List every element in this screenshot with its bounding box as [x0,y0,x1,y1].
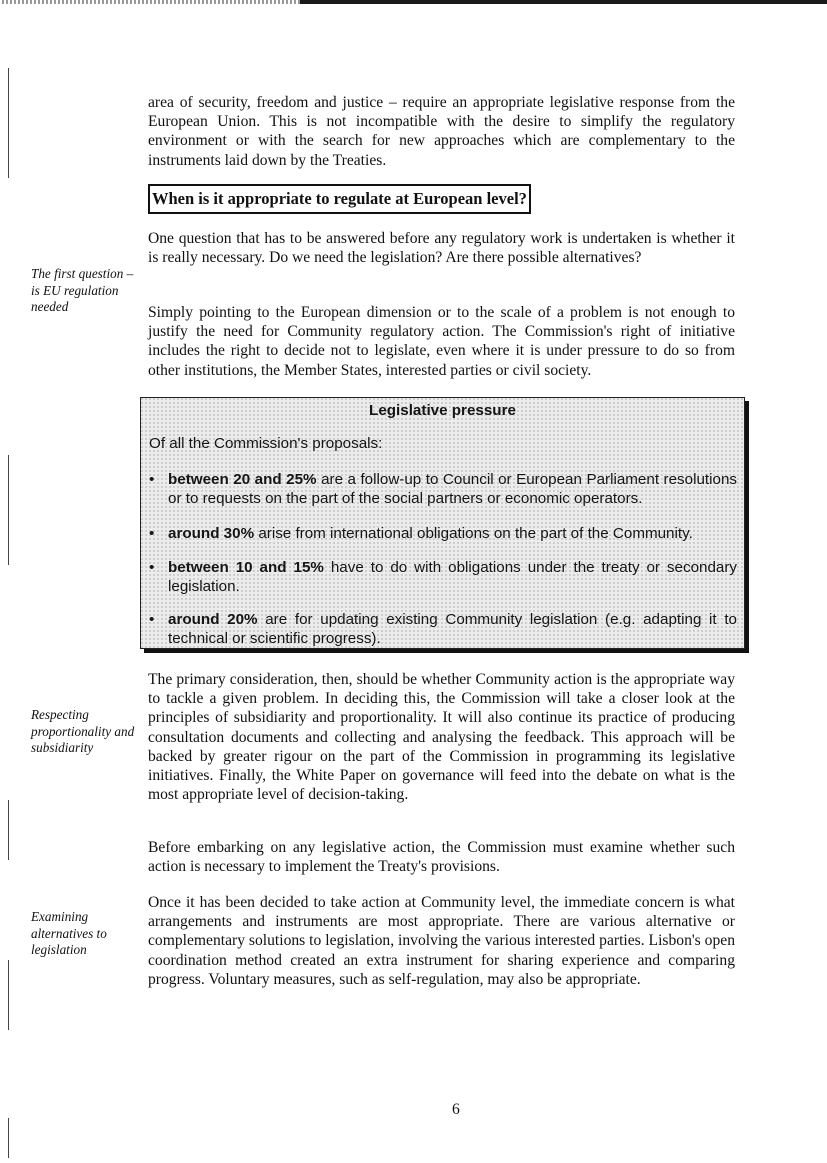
intro-paragraph: area of security, freedom and justice – require an appropriate legislative response from the European Union. This is not incompatible with the desire to simplify the regulatory environment or with the search for new approaches which are complementary to the instruments laid down by the Treaties. [148,94,735,169]
scan-edge-mark [8,960,9,1030]
top-edge-fade [0,0,300,4]
bullet-icon: • [149,525,155,542]
scan-edge-mark [8,68,9,178]
section-heading: When is it appropriate to regulate at European level? [148,184,531,214]
margin-note-respecting: Respecting proportionality and subsidiarity [31,707,135,756]
bullet-figure: around 30% [168,525,255,542]
bullet-icon: • [149,471,155,488]
pressure-box-intro: Of all the Commission's proposals: [149,435,383,452]
before-paragraph: Before embarking on any legislative action, the Commission must examine whether such action is necessary to implement the Treaty's provisions. [148,839,735,876]
pressure-box-title: Legislative pressure [369,402,516,419]
bullet-figure: between 20 and 25% [168,471,317,488]
margin-note-examining: Examining alternatives to legislation [31,909,107,958]
pointing-paragraph: Simply pointing to the European dimension or to the scale of a problem is not enough to justify the need for Community regulatory action. The Commission's right of initiative includes the right to decide not to legislate, even where it is under pressure to do so from other institutions, the Member States, interested parties or civil society. [148,304,735,379]
scan-edge-mark [8,800,9,860]
bullet-icon: • [149,611,155,628]
pressure-bullet [149,524,737,543]
legislative-pressure-box [140,397,745,649]
bullet-text: are for updating existing Community legislation (e.g. adapting it to technical or scientific progress). [168,611,737,647]
once-paragraph: Once it has been decided to take action at Community level, the immediate concern is what arrangements and instruments are most appropriate. There are various alternative or complementary solutions to legislation, involving the various interested parties. Lisbon's open coordination method created an extra instrument for sharing experience and comparing progress. Voluntary measures, such as self-regulation, may also be appropriate. [148,894,735,988]
margin-note-first-question: The first question – is EU regulation needed [31,266,134,315]
bullet-icon: • [149,559,155,576]
scan-edge-mark [8,455,9,565]
pressure-bullet [149,558,737,596]
question-paragraph: One question that has to be answered before any regulatory work is undertaken is whether it is really necessary. Do we need the legislation? Are there possible alternatives? [148,230,735,267]
bullet-text: arise from international obligations on the part of the Community. [254,525,693,542]
bullet-figure: around 20% [168,611,258,628]
bullet-text: have to do with obligations under the treaty or secondary legislation. [168,559,738,595]
primary-paragraph: The primary consideration, then, should be whether Community action is the appropriate way to tackle a given problem. In deciding this, the Commission will take a closer look at the principles of subsidiarity and proportionality. It will also continue its practice of producing consultation documents and collecting and analysing the feedback. This approach will be backed by greater rigour on the part of the Commission in programming its legislative initiatives. Finally, the White Paper on governance will feed into the debate on what is the most appropriate level of decision-taking. [148,671,735,804]
page-number: 6 [452,1101,460,1118]
pressure-bullet [149,610,737,648]
bullet-figure: between 10 and 15% [168,559,324,576]
pressure-bullet [149,470,737,508]
scan-edge-mark [8,1118,9,1158]
bullet-text: are a follow-up to Council or European Parliament resolutions or to requests on the part of the social partners or economic operators. [168,471,737,507]
